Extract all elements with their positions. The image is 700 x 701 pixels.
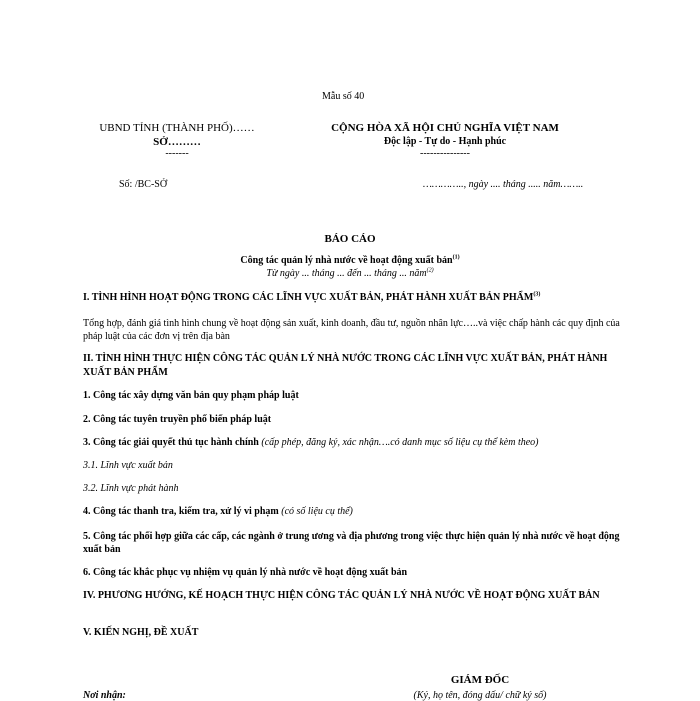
section-2-item-6: 6. Công tác khắc phục vụ nhiệm vụ quản lý nhà nước về hoạt động xuất bản — [83, 567, 408, 578]
report-title: BÁO CÁO — [324, 233, 376, 245]
subtitle-text: Công tác quản lý nhà nước về hoạt động xuất bản — [240, 255, 453, 266]
recipients-label: Nơi nhận: — [83, 690, 126, 701]
header-left-agency: UBND TỈNH (THÀNH PHỐ)…… — [99, 122, 255, 134]
section-2-item-4 — [83, 506, 353, 517]
place-date: ………….., ngày .... tháng ..... năm…….. — [423, 179, 584, 190]
item-3-note: (cấp phép, đăng ký, xác nhận….có danh mục số liệu cụ thể kèm theo) — [258, 437, 539, 448]
item-4-note: (có số liệu cụ thể) — [278, 506, 353, 517]
section-4-heading: IV. PHƯƠNG HƯỚNG, KẾ HOẠCH THỰC HIỆN CÔNG TÁC QUẢN LÝ NHÀ NƯỚC VỀ HOẠT ĐỘNG XUẤT BẢN — [83, 590, 600, 601]
report-period — [0, 268, 700, 279]
national-title: CỘNG HÒA XÃ HỘI CHỦ NGHĨA VIỆT NAM — [331, 122, 559, 134]
signer-note: (Ký, họ tên, đóng dấu/ chữ ký số) — [413, 690, 547, 701]
subtitle-footnote: (1) — [452, 254, 460, 261]
section-2-item-2: 2. Công tác tuyên truyền phổ biến pháp luật — [83, 414, 272, 425]
signer-title: GIÁM ĐỐC — [450, 674, 510, 686]
header-left-department: SỞ……… — [153, 136, 201, 148]
section-2-item-3-2: 3.2. Lĩnh vực phát hành — [83, 483, 179, 494]
section-2-heading: II. TÌNH HÌNH THỰC HIỆN CÔNG TÁC QUẢN LÝ NHÀ NƯỚC TRONG CÁC LĨNH VỰC XUẤT BẢN, PHÁT HÀNH XUẤT BẢN PHẨM — [83, 353, 608, 378]
section-1-footnote: (3) — [533, 291, 541, 298]
period-text: Từ ngày ... tháng ... đến ... tháng ... năm — [266, 268, 427, 279]
header-left-dash: ------- — [165, 148, 189, 159]
section-1-heading-text: I. TÌNH HÌNH HOẠT ĐỘNG TRONG CÁC LĨNH VỰC XUẤT BẢN, PHÁT HÀNH XUẤT BẢN PHẨM — [83, 292, 534, 303]
section-2-item-1: 1. Công tác xây dựng văn bản quy phạm pháp luật — [83, 390, 299, 401]
section-5-heading: V. KIẾN NGHỊ, ĐỀ XUẤT — [83, 627, 199, 638]
period-footnote: (2) — [426, 267, 434, 274]
item-3-label: 3. Công tác giải quyết thủ tục hành chính — [83, 437, 259, 448]
section-1-body: Tổng hợp, đánh giá tình hình chung về hoạt động sản xuất, kinh doanh, đầu tư, nguồn nhân lực…..và việc chấp hành các quy định của pháp luật của các đơn vị trên địa bàn — [83, 318, 620, 342]
national-motto: Độc lập - Tự do - Hạnh phúc — [383, 136, 507, 147]
section-1-heading — [83, 292, 540, 303]
section-2-item-5: 5. Công tác phối hợp giữa các cấp, các ngành ở trung ương và địa phương trong việc thực hiện quản lý nhà nước về hoạt động xuất bản — [83, 531, 620, 555]
form-number: Mẫu số 40 — [322, 91, 365, 102]
document-number: Số: /BC-SỞ — [119, 179, 168, 190]
item-4-label: 4. Công tác thanh tra, kiểm tra, xử lý vi phạm — [83, 506, 279, 517]
header-right-dash: --------------- — [420, 148, 470, 159]
section-2-item-3-1: 3.1. Lĩnh vực xuất bản — [83, 460, 173, 471]
report-subtitle — [0, 255, 700, 266]
section-2-item-3 — [83, 437, 539, 448]
